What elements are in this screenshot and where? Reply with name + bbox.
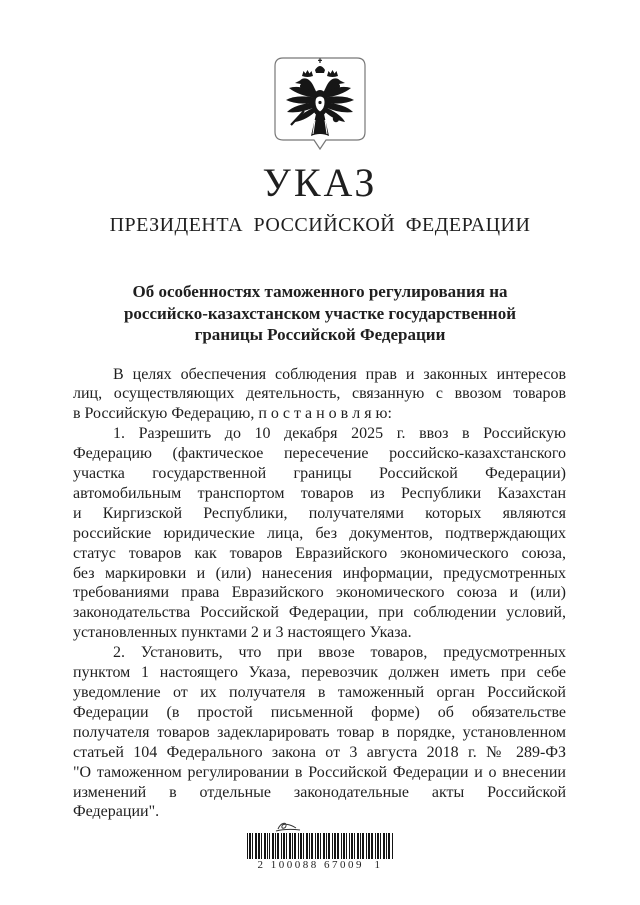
text-line: статус товаров как товаров Евразийского экономического союза, <box>73 544 566 562</box>
text-line: 2. Установить, что при ввозе товаров, предусмотренных <box>113 644 566 662</box>
text-line: получателя товаров задекларировать товар в порядке, установленном <box>73 723 566 741</box>
text-line: в Российскую Федерацию, п о с т а н о в л я ю: <box>73 405 392 423</box>
text-line: "О таможенном регулировании в Российской Федерации и о внесении <box>73 763 566 781</box>
text-line: Федерацию (фактическое пересечение российско-казахстанского <box>73 445 566 463</box>
barcode-bars <box>235 833 405 859</box>
text-line: без маркировки и (или) нанесения информации, предусмотренных <box>73 564 566 582</box>
text-line: российские юридические лица, без документов, подтверждающих <box>73 524 566 542</box>
title-line: российско-казахстанском участке государственной <box>123 303 517 323</box>
text-line: установленных пунктами 2 и 3 настоящего Указа. <box>73 624 412 642</box>
text-line: В целях обеспечения соблюдения прав и законных интересов <box>113 365 566 383</box>
title-line: Об особенностях таможенного регулирования на <box>132 282 508 301</box>
title-line: границы Российской Федерации <box>194 325 446 344</box>
text-line: Федерации". <box>73 803 160 821</box>
text-line: участка государственной границы Российской Федерации) <box>73 465 566 483</box>
text-line: лиц, осуществляющих деятельность, связанную с ввозом товаров <box>73 385 566 403</box>
text-line: уведомление от их получателя в таможенный орган Российской <box>73 684 566 701</box>
coat-of-arms-icon <box>273 56 367 152</box>
text-line: изменений в отдельные законодательные акты Российской <box>73 783 566 801</box>
text-line: требованиями права Евразийского экономического союза и (или) <box>73 584 566 602</box>
paragraph <box>73 424 566 643</box>
text-line: и Киргизской Республики, получателями которых являются <box>73 504 566 522</box>
paragraph <box>73 365 566 425</box>
text-line: законодательства Российской Федерации, при соблюдении условий, <box>73 604 566 622</box>
paragraph <box>73 643 566 822</box>
barcode <box>235 820 405 872</box>
barcode-digits: 2 100088 67009 1 <box>257 859 383 872</box>
text-line: Федерации (в простой письменной форме) об обязательстве <box>73 703 566 721</box>
text-line: 1. Разрешить до 10 декабря 2025 г. ввоз в Российскую <box>113 425 566 443</box>
document-issuer: ПРЕЗИДЕНТА РОССИЙСКОЙ ФЕДЕРАЦИИ <box>109 214 531 236</box>
document-body <box>73 365 566 823</box>
text-line: автомобильным транспортом товаров из Республики Казахстан <box>73 484 566 502</box>
handwritten-mark-icon <box>273 820 303 833</box>
text-line: статьей 104 Федерального закона от 3 августа 2018 г. № 289-ФЗ <box>73 743 566 761</box>
text-line: пунктом 1 настоящего Указа, перевозчик должен иметь при себе <box>73 664 566 682</box>
document-title <box>0 281 640 346</box>
document-type-title: УКАЗ <box>262 160 378 205</box>
